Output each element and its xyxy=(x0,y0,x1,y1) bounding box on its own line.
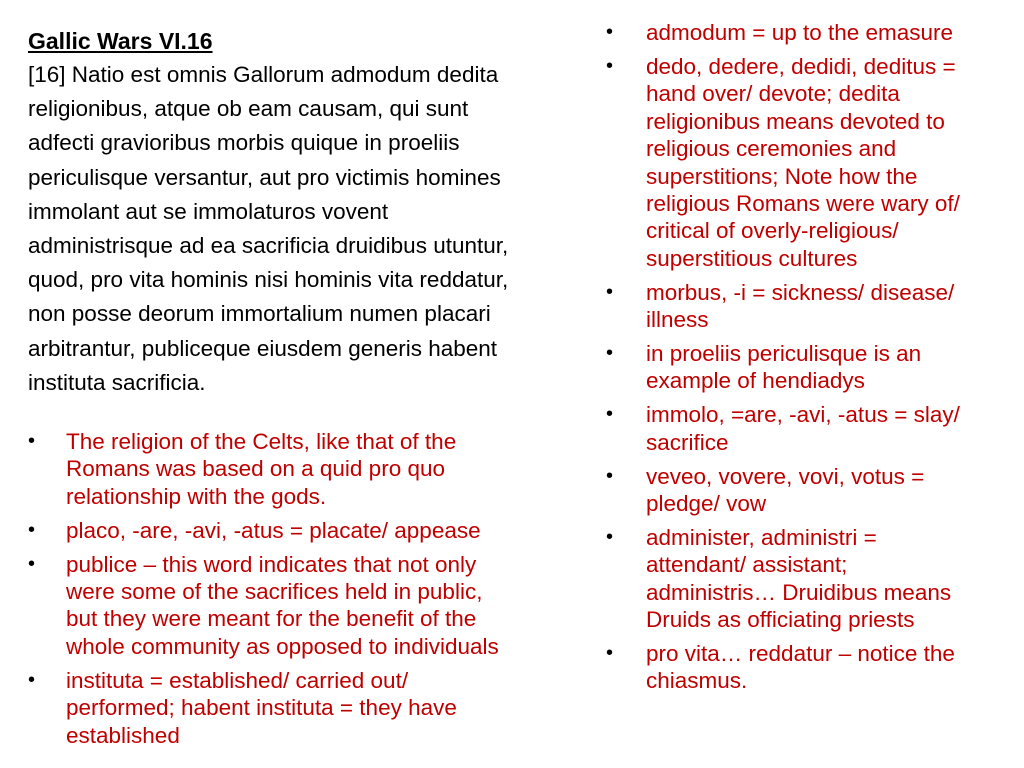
note-line: administer, administri = xyxy=(646,524,877,550)
note-line: sacrifice xyxy=(646,429,729,455)
note-item xyxy=(606,53,1016,272)
note-line: instituta = established/ carried out/ xyxy=(66,667,409,693)
note-line: publice – this word indicates that not only xyxy=(66,551,477,577)
bullet-icon: • xyxy=(606,464,614,487)
note-line: critical of overly-religious/ xyxy=(646,218,899,244)
bullet-icon: • xyxy=(28,430,36,452)
note-line: but they were meant for the benefit of the xyxy=(66,606,477,632)
note-line: illness xyxy=(646,307,709,333)
note-line: established xyxy=(66,722,180,748)
right-notes-list xyxy=(606,19,1016,701)
note-item xyxy=(28,667,588,749)
passage-line: non posse deorum immortalium numen placari xyxy=(28,301,491,327)
note-line: religious ceremonies and xyxy=(646,136,897,162)
passage-line: religionibus, atque ob eam causam, qui sunt xyxy=(28,96,469,122)
note-line: pledge/ vow xyxy=(646,491,767,516)
note-line: were some of the sacrifices held in public, xyxy=(66,579,483,605)
passage-block xyxy=(28,24,598,400)
note-item xyxy=(606,524,1016,634)
passage-line: instituta sacrificia. xyxy=(28,369,206,395)
note-line: performed; habent instituta = they have xyxy=(66,695,457,721)
passage-line: [16] Natio est omnis Gallorum admodum dedita xyxy=(28,62,499,87)
note-item xyxy=(606,401,1016,456)
bullet-icon: • xyxy=(606,403,614,426)
note-line: dedo, dedere, dedidi, deditus = xyxy=(646,53,956,79)
slide-title: Gallic Wars VI.16 xyxy=(28,28,213,54)
bullet-icon: • xyxy=(606,525,614,548)
note-line: veveo, vovere, vovi, votus = xyxy=(646,463,925,489)
note-line: superstitions; Note how the xyxy=(646,163,918,189)
bullet-icon: • xyxy=(606,642,614,665)
note-line: attendant/ assistant; xyxy=(646,552,848,578)
note-item xyxy=(606,279,1016,334)
note-item xyxy=(606,19,1016,46)
note-line: chiasmus. xyxy=(646,668,748,694)
note-line: Romans was based on a quid pro quo xyxy=(66,456,445,482)
note-line: relationship with the gods. xyxy=(66,483,327,509)
note-line: placo, -are, -avi, -atus = placate/ appease xyxy=(66,517,481,543)
note-line: in proeliis periculisque is an xyxy=(646,340,922,366)
bullet-icon: • xyxy=(28,552,36,575)
left-notes-list xyxy=(28,428,588,755)
passage-line: immolant aut se immolaturos vovent xyxy=(28,198,389,224)
note-line: superstitious cultures xyxy=(646,245,858,271)
passage-line: administrisque ad ea sacrificia druidibus utuntur, xyxy=(28,233,509,259)
note-line: pro vita… reddatur – notice the xyxy=(646,641,955,667)
bullet-icon: • xyxy=(28,518,36,541)
note-item xyxy=(28,428,588,510)
passage-line: quod, pro vita hominis nisi hominis vita reddatur, xyxy=(28,267,509,293)
note-line: administris… Druidibus means xyxy=(646,579,952,605)
note-line: religionibus means devoted to xyxy=(646,108,945,134)
bullet-icon: • xyxy=(606,54,614,77)
note-item xyxy=(606,463,1016,518)
note-line: whole community as opposed to individuals xyxy=(66,633,499,659)
note-item xyxy=(606,640,1016,695)
note-line: The religion of the Celts, like that of the xyxy=(66,429,457,454)
note-line: religious Romans were wary of/ xyxy=(646,190,960,216)
bullet-icon: • xyxy=(28,668,36,691)
latin-passage xyxy=(28,58,598,400)
bullet-icon: • xyxy=(606,280,614,303)
passage-line: periculisque versantur, aut pro victimis homines xyxy=(28,164,501,190)
note-line: example of hendiadys xyxy=(646,368,865,394)
passage-line: arbitrantur, publiceque eiusdem generis habent xyxy=(28,335,498,361)
note-line: hand over/ devote; dedita xyxy=(646,81,900,107)
bullet-icon: • xyxy=(606,21,614,43)
note-line: Druids as officiating priests xyxy=(646,607,915,633)
note-line: admodum = up to the emasure xyxy=(646,20,954,45)
note-item xyxy=(28,517,588,544)
note-line: morbus, -i = sickness/ disease/ xyxy=(646,279,955,305)
note-item xyxy=(606,340,1016,395)
passage-line: adfecti gravioribus morbis quique in proeliis xyxy=(28,130,460,156)
bullet-icon: • xyxy=(606,341,614,364)
note-item xyxy=(28,551,588,661)
note-line: immolo, =are, -avi, -atus = slay/ xyxy=(646,402,960,428)
